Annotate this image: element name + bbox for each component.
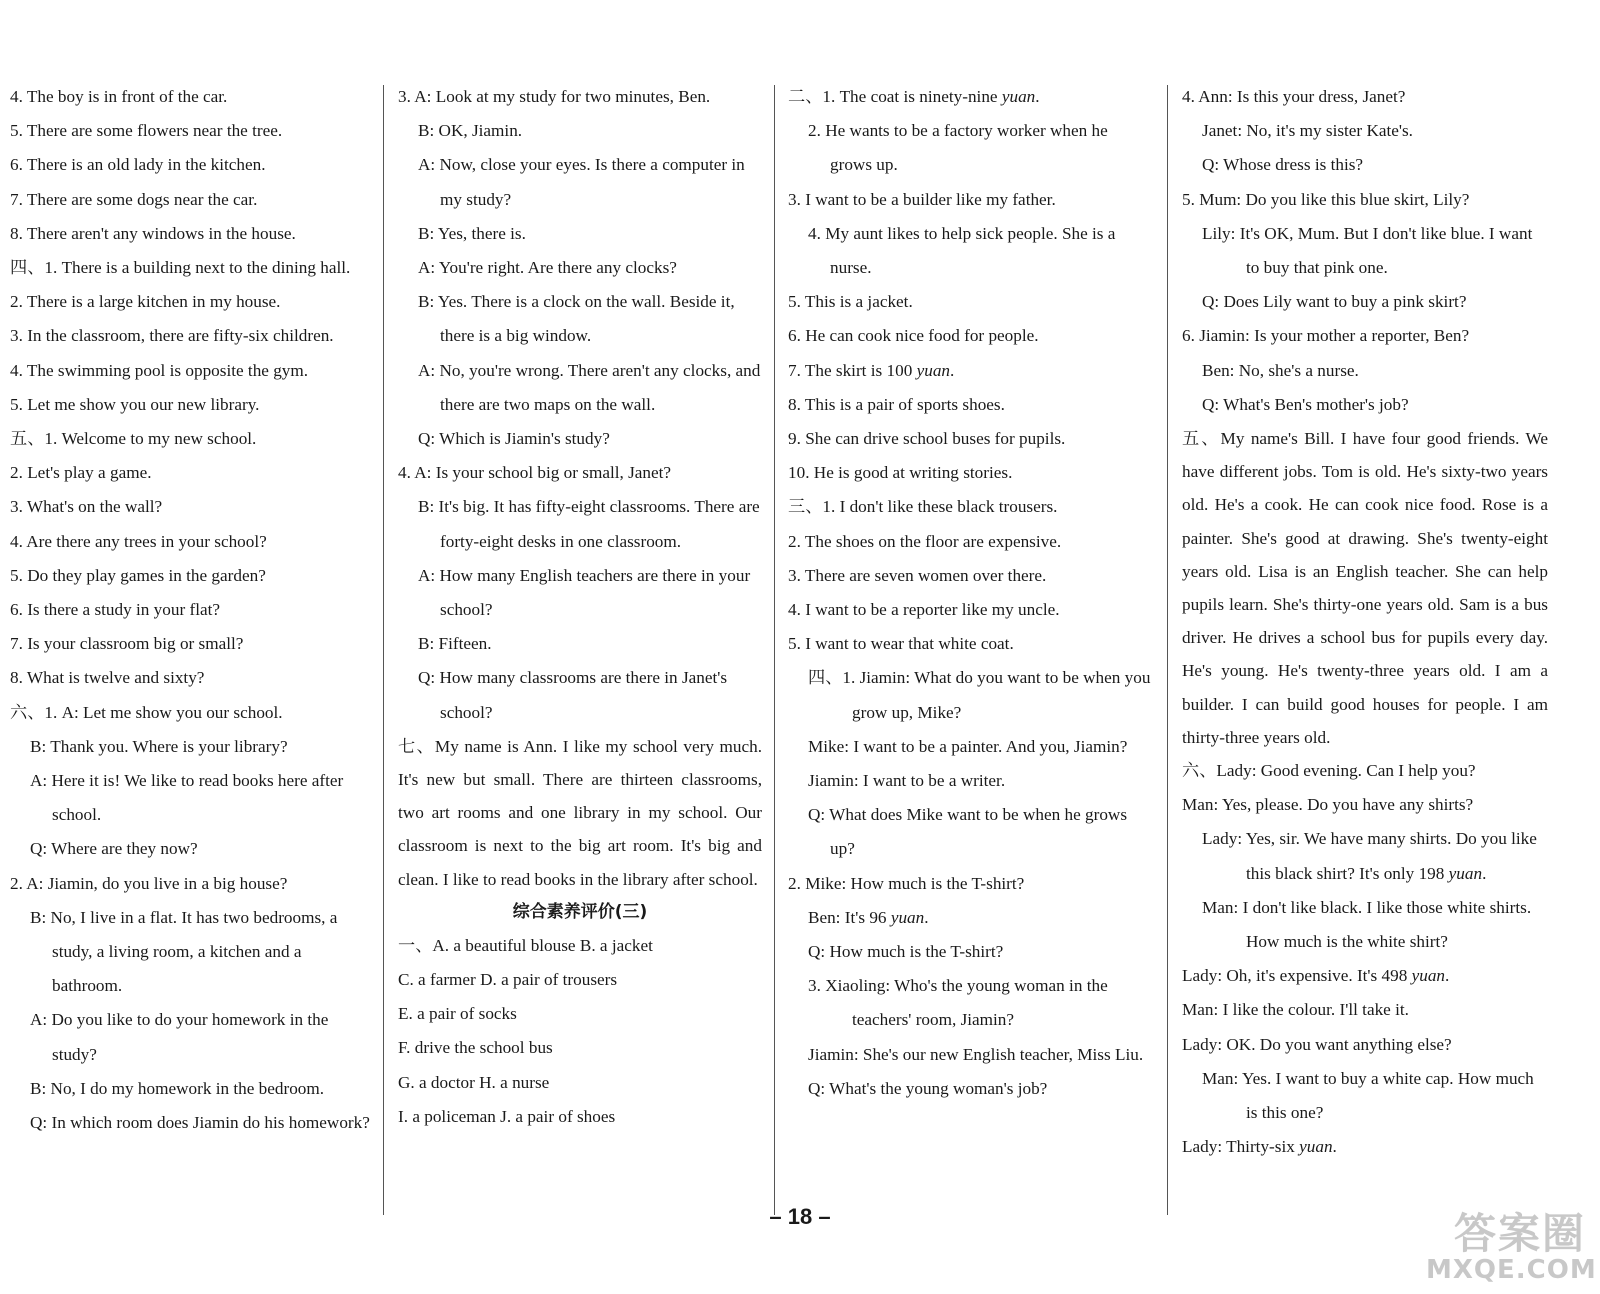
- answer-line: 5. Let me show you our new library.: [10, 394, 260, 414]
- answer-line: 6. Jiamin: Is your mother a reporter, Ben?: [1182, 326, 1470, 346]
- answer-line: 4. Are there any trees in your school?: [10, 531, 267, 551]
- page-number: – 18 –: [769, 1204, 831, 1229]
- column-divider: [1167, 85, 1168, 1215]
- answer-line: 7. Is your classroom big or small?: [10, 634, 244, 654]
- answer-line: 二、1. The coat is ninety-nine yuan.: [788, 87, 1040, 106]
- column-1: [10, 80, 372, 1210]
- answer-line: 8. There aren't any windows in the house.: [10, 223, 296, 243]
- answer-line: 5. Mum: Do you like this blue skirt, Lily?: [1182, 189, 1470, 209]
- answer-line: Jiamin: She's our new English teacher, Miss Liu.: [808, 1044, 1144, 1064]
- answer-line: Mike: I want to be a painter. And you, Jiamin?: [808, 736, 1128, 756]
- answer-line: 三、1. I don't like these black trousers.: [788, 497, 1058, 517]
- answer-line: Man: I like the colour. I'll take it.: [1182, 1000, 1409, 1020]
- answer-line: 3. In the classroom, there are fifty-six children.: [10, 326, 334, 346]
- answer-line: Man: Yes, please. Do you have any shirts?: [1182, 795, 1474, 815]
- watermark-text: 答案圈: [1453, 1209, 1586, 1258]
- answer-line: 4. A: Is your school big or small, Janet?: [398, 463, 672, 483]
- answer-line: B: Fifteen.: [418, 634, 492, 654]
- answer-line: B: OK, Jiamin.: [418, 121, 523, 141]
- answer-line: 4. Ann: Is this your dress, Janet?: [1182, 87, 1406, 106]
- answer-line: 4. I want to be a reporter like my uncle.: [788, 600, 1060, 620]
- answer-line: 3. A: Look at my study for two minutes, Ben.: [398, 87, 711, 106]
- answer-line: 2. He wants to be a factory worker when he grows up.: [808, 121, 1108, 175]
- answer-line: Q: How much is the T-shirt?: [808, 942, 1004, 962]
- answer-line: Ben: It's 96 yuan.: [808, 907, 929, 927]
- answer-line: Q: Does Lily want to buy a pink skirt?: [1202, 292, 1467, 312]
- answer-line: 6. Is there a study in your flat?: [10, 600, 221, 620]
- answer-line: 2. Mike: How much is the T-shirt?: [788, 873, 1025, 893]
- answer-line: Ben: No, she's a nurse.: [1202, 360, 1359, 380]
- section-heading: 综合素养评价(三): [512, 901, 648, 922]
- column-4: [1182, 80, 1548, 1210]
- answer-line: 2. There is a large kitchen in my house.: [10, 292, 281, 312]
- answer-line: 4. My aunt likes to help sick people. She is a nurse.: [808, 223, 1116, 278]
- answer-line: 10. He is good at writing stories.: [788, 463, 1013, 483]
- answer-line: C. a farmer D. a pair of trousers: [398, 970, 618, 990]
- answer-line: 9. She can drive school buses for pupils.: [788, 429, 1066, 449]
- answer-line: 四、1. Jiamin: What do you want to be when you grow up, Mike?: [808, 668, 1151, 722]
- answer-line: A: No, you're wrong. There aren't any clocks, and there are two maps on the wall.: [418, 360, 761, 414]
- answer-line: 5. I want to wear that white coat.: [788, 634, 1014, 654]
- answer-line: Q: In which room does Jiamin do his homework?: [30, 1113, 370, 1133]
- answer-line: 3. There are seven women over there.: [788, 565, 1047, 585]
- answer-line: Q: What does Mike want to be when he grows up?: [808, 805, 1128, 859]
- answer-line: 7. The skirt is 100 yuan.: [788, 360, 955, 380]
- answer-line: 6. He can cook nice food for people.: [788, 326, 1039, 346]
- answer-line: 6. There is an old lady in the kitchen.: [10, 155, 266, 175]
- answer-line: Q: How many classrooms are there in Janet's school?: [418, 668, 728, 722]
- answer-line: B: Thank you. Where is your library?: [30, 736, 288, 756]
- answer-line: Lily: It's OK, Mum. But I don't like blue. I want to buy that pink one.: [1202, 223, 1533, 278]
- answer-line: 2. A: Jiamin, do you live in a big house?: [10, 873, 288, 893]
- column-2: [398, 80, 762, 1210]
- answer-line: Q: Which is Jiamin's study?: [418, 429, 610, 449]
- answer-line: 六、Lady: Good evening. Can I help you?: [1182, 761, 1476, 781]
- answer-line: Man: Yes. I want to buy a white cap. How much is this one?: [1202, 1068, 1534, 1123]
- answer-line: 七、My name is Ann. I like my school very much. It's new but small. There are thirteen classrooms, two art rooms and one library in my school. Our classroom is next to the big art room. It's big and clean. I like to read books in the library after school.: [398, 736, 762, 889]
- answer-line: B: Yes. There is a clock on the wall. Beside it, there is a big window.: [418, 292, 735, 346]
- answer-line: Q: Where are they now?: [30, 839, 198, 859]
- answer-line: 六、1. A: Let me show you our school.: [10, 702, 283, 722]
- answer-line: 5. Do they play games in the garden?: [10, 565, 266, 585]
- answer-line: Q: Whose dress is this?: [1202, 155, 1364, 175]
- answer-line: 5. There are some flowers near the tree.: [10, 121, 283, 141]
- answer-line: 3. Xiaoling: Who's the young woman in the teachers' room, Jiamin?: [808, 976, 1108, 1030]
- answer-line: A: Do you like to do your homework in the study?: [30, 1010, 329, 1064]
- answer-line: G. a doctor H. a nurse: [398, 1072, 550, 1092]
- answer-line: 五、1. Welcome to my new school.: [10, 429, 257, 449]
- answer-line: 五、My name's Bill. I have four good friends. We have different jobs. Tom is old. He's sixty-two years old. He's a cook. He can cook nice food. Rose is a painter. She's good at drawing. She's twenty-eight years old. Lisa is an English teacher. She can help pupils learn. She's thirty-one years old. Sam is a bus driver. He drives a school bus for pupils every day. He's young. He's twenty-three years old. I am a builder. I can build good houses for people. I am thirty-three years old.: [1182, 429, 1548, 747]
- answer-line: B: It's big. It has fifty-eight classrooms. There are forty-eight desks in one classroom.: [418, 497, 760, 551]
- answer-line: 四、1. There is a building next to the dining hall.: [10, 258, 351, 278]
- answer-line: B: No, I do my homework in the bedroom.: [30, 1078, 325, 1098]
- answer-line: 3. I want to be a builder like my father.: [788, 189, 1056, 209]
- answer-line: Lady: Thirty-six yuan.: [1182, 1137, 1337, 1157]
- answer-line: A: How many English teachers are there in your school?: [418, 565, 751, 620]
- answer-line: 2. The shoes on the floor are expensive.: [788, 531, 1062, 551]
- answer-line: Q: What's Ben's mother's job?: [1202, 394, 1409, 414]
- column-divider: [774, 85, 775, 1215]
- answer-line: B: Yes, there is.: [418, 223, 526, 243]
- answer-line: A: You're right. Are there any clocks?: [418, 258, 677, 278]
- answer-line: 2. Let's play a game.: [10, 463, 152, 483]
- answer-line: F. drive the school bus: [398, 1038, 553, 1058]
- column-3: [788, 80, 1154, 1210]
- watermark-logo: [1426, 1209, 1597, 1288]
- answer-line: 8. This is a pair of sports shoes.: [788, 394, 1005, 414]
- answer-line: 3. What's on the wall?: [10, 497, 163, 517]
- answer-line: Janet: No, it's my sister Kate's.: [1202, 121, 1413, 141]
- answer-line: Lady: OK. Do you want anything else?: [1182, 1034, 1452, 1054]
- answer-line: E. a pair of socks: [398, 1004, 517, 1024]
- answer-line: B: No, I live in a flat. It has two bedrooms, a study, a living room, a kitchen and a bathroom.: [30, 907, 338, 996]
- answer-line: 4. The swimming pool is opposite the gym.: [10, 360, 309, 380]
- answer-line: 4. The boy is in front of the car.: [10, 87, 228, 106]
- column-divider: [383, 85, 384, 1215]
- answer-line: 8. What is twelve and sixty?: [10, 668, 205, 688]
- answer-line: 7. There are some dogs near the car.: [10, 189, 258, 209]
- answer-line: 一、A. a beautiful blouse B. a jacket: [398, 935, 653, 955]
- answer-line: Man: I don't like black. I like those white shirts. How much is the white shirt?: [1202, 897, 1532, 952]
- answer-line: Q: What's the young woman's job?: [808, 1078, 1048, 1098]
- answer-line: Lady: Yes, sir. We have many shirts. Do you like this black shirt? It's only 198 yuan.: [1202, 829, 1537, 883]
- watermark-site: MXQE.COM: [1426, 1255, 1597, 1285]
- answer-line: I. a policeman J. a pair of shoes: [398, 1106, 616, 1126]
- answer-line: Jiamin: I want to be a writer.: [808, 771, 1006, 791]
- answer-line: A: Here it is! We like to read books here after school.: [30, 771, 344, 825]
- answer-line: A: Now, close your eyes. Is there a computer in my study?: [418, 155, 745, 209]
- answer-line: 5. This is a jacket.: [788, 292, 913, 312]
- answer-line: Lady: Oh, it's expensive. It's 498 yuan.: [1182, 966, 1450, 986]
